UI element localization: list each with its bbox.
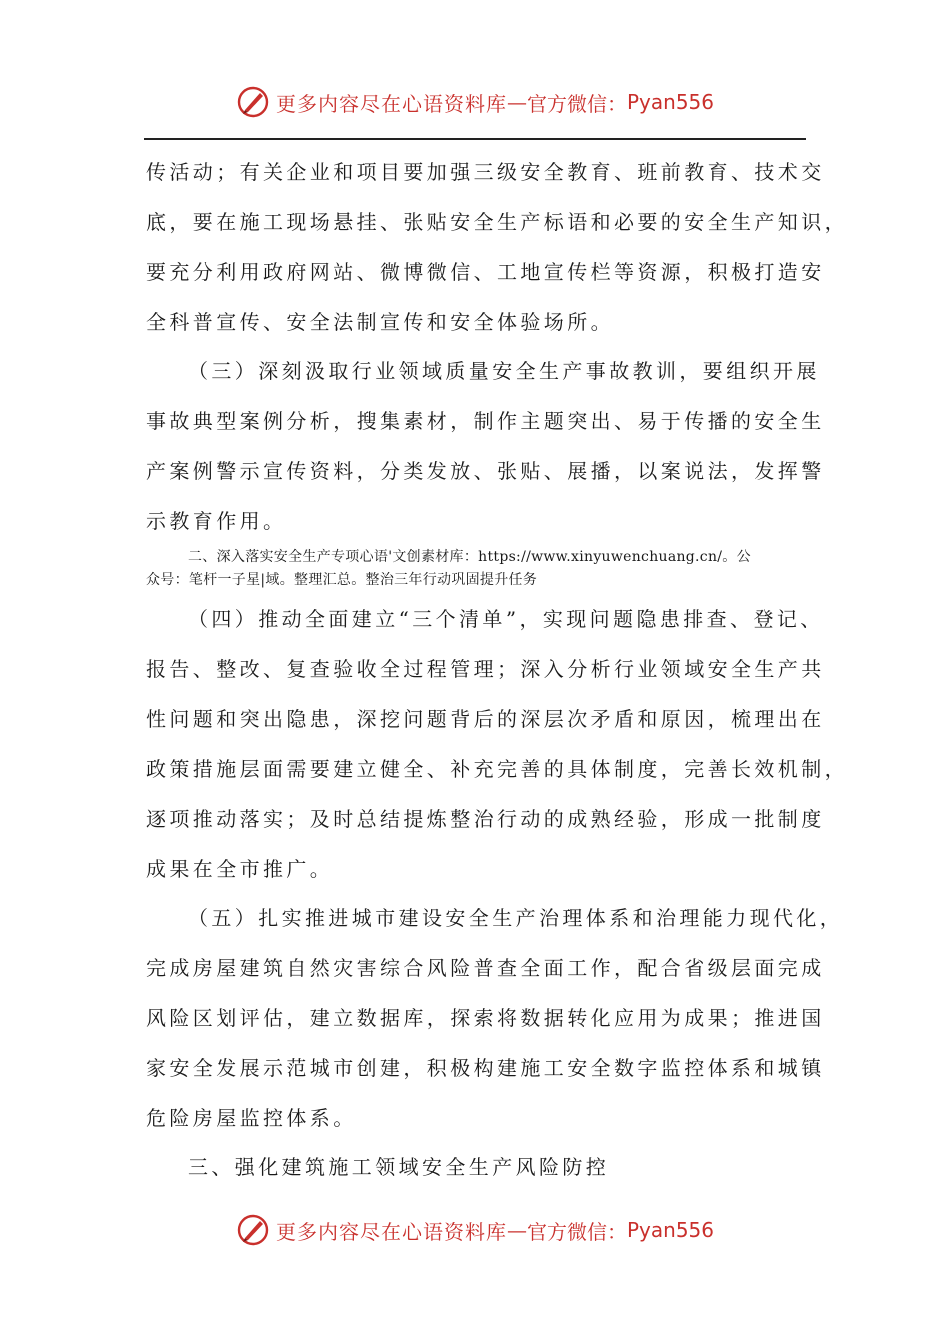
text-line: 危险房屋监控体系。 — [146, 1106, 357, 1130]
text-line: 事故典型案例分析，搜集素材，制作主题突出、易于传播的安全生 — [146, 409, 825, 433]
text-line: （三）深刻汲取行业领域质量安全生产事故教训，要组织开展 — [188, 359, 820, 383]
text-line: 全科普宣传、安全法制宣传和安全体验场所。 — [146, 310, 614, 334]
banner-brand: 更多内容尽在心语资料库 — [275, 1219, 507, 1244]
section-heading: 三、强化建筑施工领域安全生产风险防控 — [188, 1155, 610, 1179]
text-line: 家安全发展示范城市创建，积极构建施工安全数字监控体系和城镇 — [146, 1056, 825, 1080]
text-line: 性问题和突出隐患，深挖问题背后的深层次矛盾和原因，梳理出在 — [146, 707, 825, 731]
note-line: 众号：笔杆一子星|域。整理汇总。整治三年行动巩固提升任务 — [146, 572, 538, 588]
banner-brand: 更多内容尽在心语资料库 — [275, 91, 507, 116]
header-banner — [0, 82, 950, 122]
text-line: 产案例警示宣传资料，分类发放、张贴、展播，以案说法，发挥警 — [146, 459, 825, 483]
pen-logo-icon — [236, 1213, 270, 1247]
text-line: 风险区划评估，建立数据库，探索将数据转化应用为成果；推进国 — [146, 1006, 825, 1030]
banner-official: 官方微信： — [526, 1219, 627, 1244]
text-line: 政策措施层面需要建立健全、补充完善的具体制度，完善长效机制， — [146, 757, 848, 781]
footer-banner — [0, 1210, 950, 1250]
text-line: 成果在全市推广。 — [146, 857, 334, 881]
banner-dash: — — [506, 1218, 527, 1242]
note-line: 二、深入落实安全生产专项心语'文创素材库：https://www.xinyuwenchuang.cn/。公 — [188, 549, 751, 565]
header-divider — [144, 138, 806, 140]
text-line: 要充分利用政府网站、微博微信、工地宣传栏等资源，积极打造安 — [146, 260, 825, 284]
text-line: 完成房屋建筑自然灾害综合风险普查全面工作，配合省级层面完成 — [146, 956, 825, 980]
text-line: （四）推动全面建立“三个清单”，实现问题隐患排查、登记、 — [188, 607, 824, 631]
text-line: （五）扎实推进城市建设安全生产治理体系和治理能力现代化， — [188, 906, 844, 930]
banner-wechat-id: Pyan556 — [626, 1218, 714, 1242]
text-line: 传活动；有关企业和项目要加强三级安全教育、班前教育、技术交 — [146, 160, 825, 184]
text-line: 底，要在施工现场悬挂、张贴安全生产标语和必要的安全生产知识， — [146, 210, 848, 234]
banner-wechat-id: Pyan556 — [626, 90, 714, 114]
pen-logo-icon — [236, 85, 270, 119]
banner-official: 官方微信： — [526, 91, 627, 116]
text-line: 示教育作用。 — [146, 509, 287, 533]
text-line: 逐项推动落实；及时总结提炼整治行动的成熟经验，形成一批制度 — [146, 807, 825, 831]
banner-dash: — — [506, 90, 527, 114]
text-line: 报告、整改、复查验收全过程管理；深入分析行业领域安全生产共 — [146, 657, 825, 681]
